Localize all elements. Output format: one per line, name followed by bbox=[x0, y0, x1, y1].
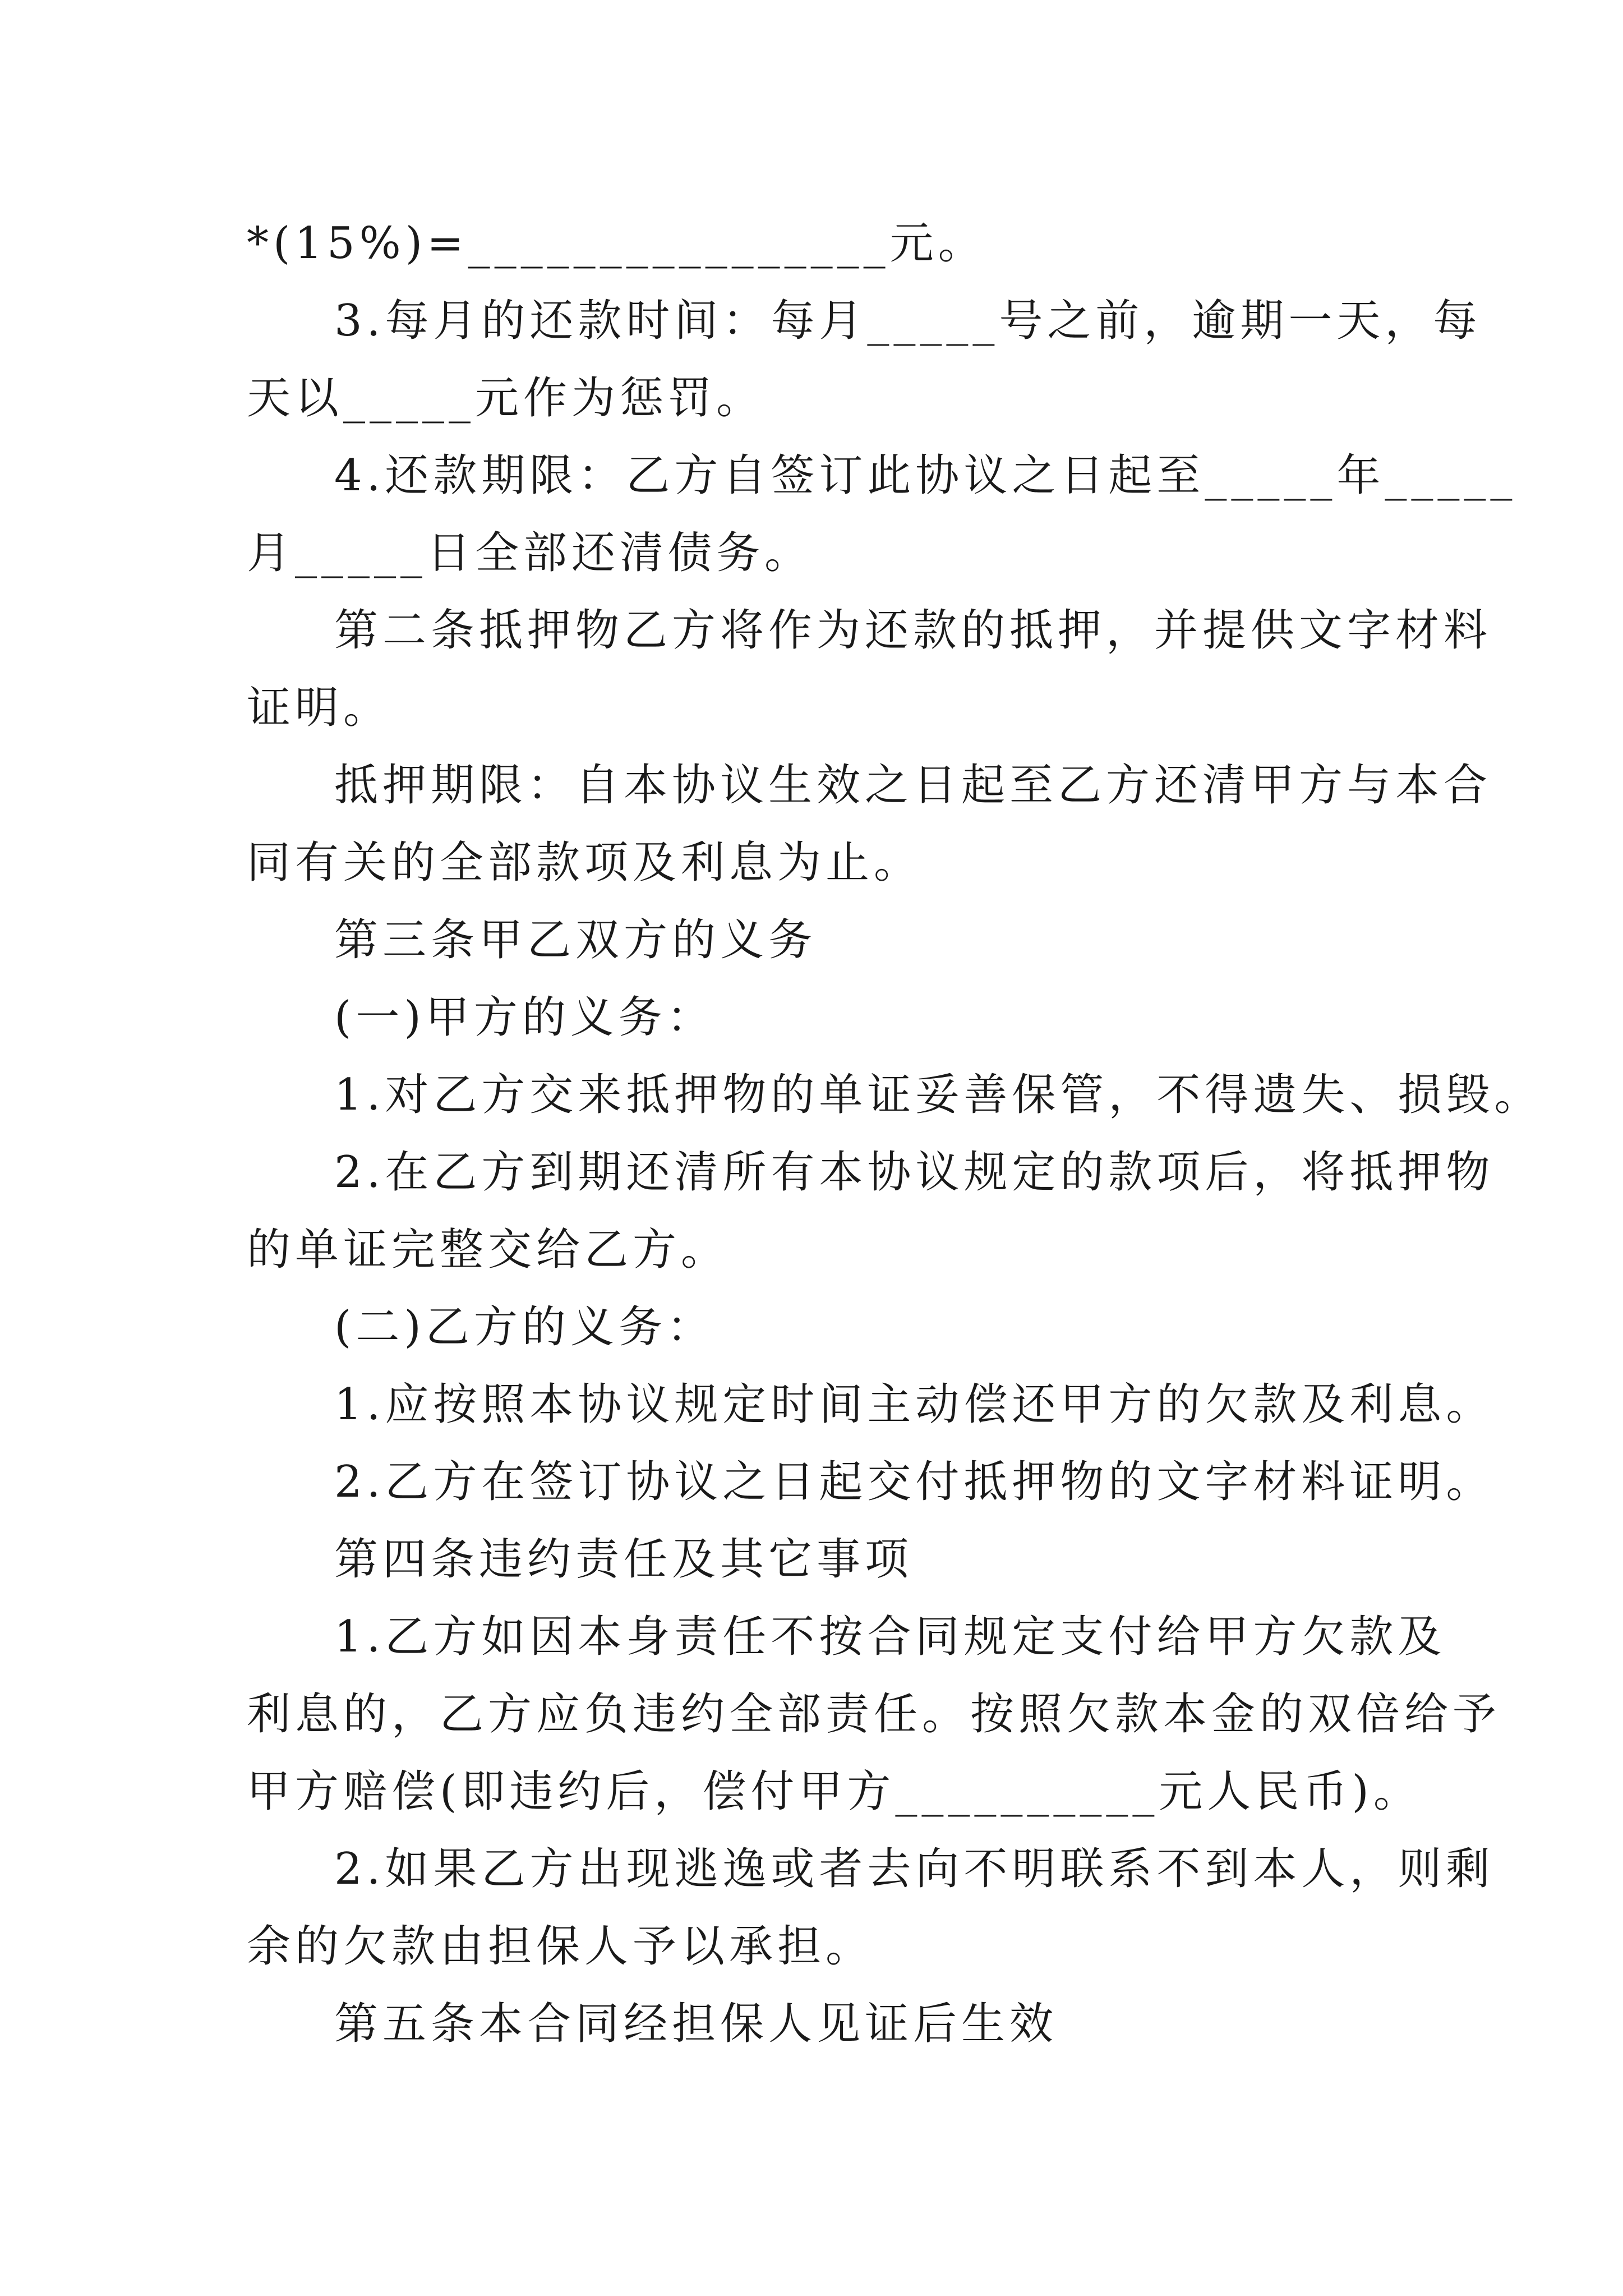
contract-line-21: 甲方赔偿(即违约后，偿付甲方__________元人民币)。 bbox=[247, 1766, 1422, 1817]
contract-line-3: 天以_____元作为惩罚。 bbox=[247, 373, 765, 424]
contract-line-23: 余的欠款由担保人予以承担。 bbox=[247, 1921, 874, 1972]
contract-line-2: 3.每月的还款时间：每月_____号之前，逾期一天，每 bbox=[334, 296, 1482, 346]
contract-line-24: 第五条本合同经担保人见证后生效 bbox=[334, 1999, 1058, 2049]
contract-line-6: 第二条抵押物乙方将作为还款的抵押，并提供文字材料 bbox=[334, 605, 1492, 656]
contract-line-11: (一)甲方的义务： bbox=[334, 992, 715, 1043]
contract-line-14: 的单证完整交给乙方。 bbox=[247, 1225, 730, 1275]
contract-line-16: 1.应按照本协议规定时间主动偿还甲方的欠款及利息。 bbox=[334, 1379, 1495, 1430]
contract-line-9: 同有关的全部款项及利息为止。 bbox=[247, 838, 923, 888]
contract-line-18: 第四条违约责任及其它事项 bbox=[334, 1534, 914, 1585]
contract-line-15: (二)乙方的义务： bbox=[334, 1302, 715, 1352]
contract-line-13: 2.在乙方到期还清所有本协议规定的款项后，将抵押物 bbox=[334, 1147, 1495, 1198]
contract-line-10: 第三条甲乙双方的义务 bbox=[334, 915, 817, 965]
contract-line-12: 1.对乙方交来抵押物的单证妥善保管，不得遗失、损毁。 bbox=[334, 1070, 1543, 1120]
contract-line-4: 4.还款期限：乙方自签订此协议之日起至_____年_____ bbox=[334, 450, 1517, 501]
contract-line-1: *(15%)=________________元。 bbox=[247, 218, 986, 269]
contract-line-5: 月_____日全部还清债务。 bbox=[247, 528, 813, 578]
contract-line-19: 1.乙方如因本身责任不按合同规定支付给甲方欠款及 bbox=[334, 1612, 1446, 1662]
contract-line-22: 2.如果乙方出现逃逸或者去向不明联系不到本人，则剩 bbox=[334, 1844, 1495, 1894]
contract-line-17: 2.乙方在签订协议之日起交付抵押物的文字材料证明。 bbox=[334, 1457, 1495, 1507]
contract-line-20: 利息的，乙方应负违约全部责任。按照欠款本金的双倍给予 bbox=[247, 1689, 1501, 1740]
contract-line-8: 抵押期限：自本协议生效之日起至乙方还清甲方与本合 bbox=[334, 760, 1492, 811]
contract-line-7: 证明。 bbox=[247, 683, 392, 733]
